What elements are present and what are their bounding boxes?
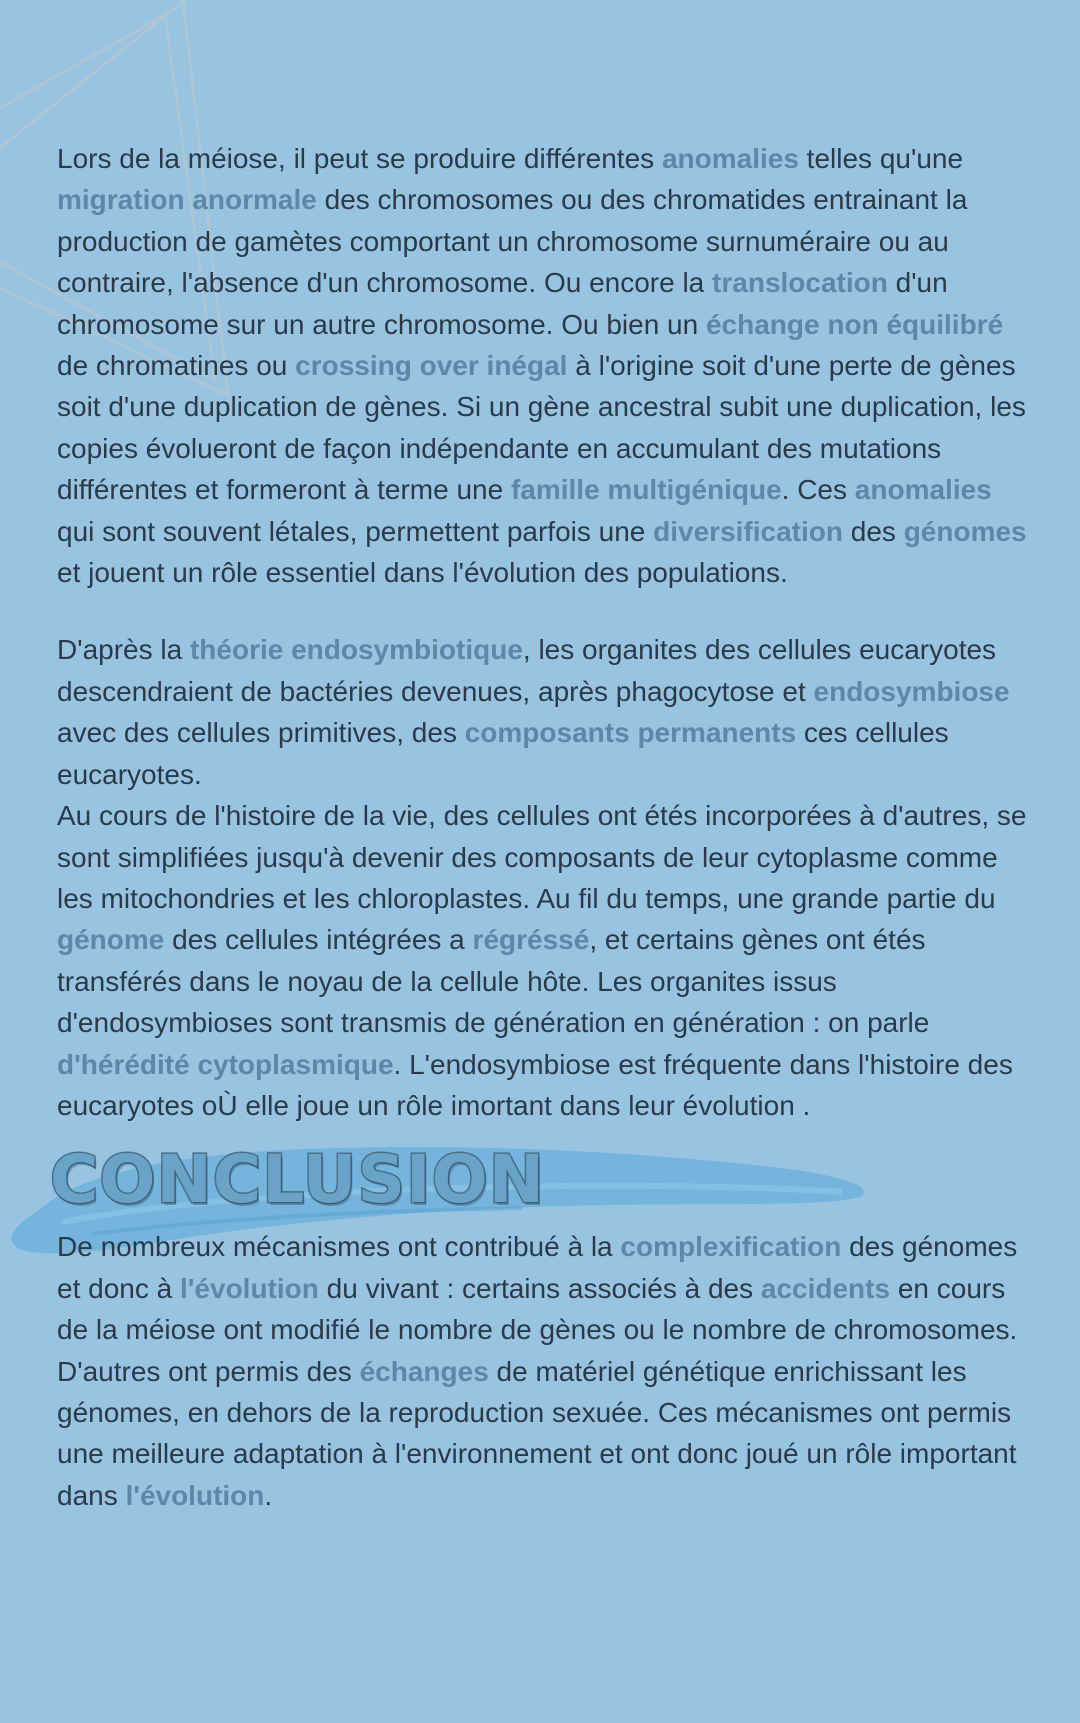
keyword: échange non équilibré <box>705 308 1004 340</box>
text: ces cellules eucaryotes. <box>57 717 949 790</box>
text: des génomes et donc à <box>57 1231 1018 1304</box>
text: telles qu'une <box>798 143 964 174</box>
text: du vivant : certains associés à des <box>318 1272 761 1304</box>
text: en cours de la méiose ont modifié le nombre de gènes ou le nombre de chromosomes. D'autres ont permis des <box>57 1272 1018 1387</box>
text: de chromatines ou <box>57 350 296 382</box>
conclusion-heading: CONCLUSION <box>50 1141 545 1219</box>
paragraph-spacer <box>57 593 1027 629</box>
keyword: génome <box>57 924 165 956</box>
text: de matériel génétique enrichissant les génomes, en dehors de la reproduction sexuée. Ces mécanismes ont permis une meilleure adaptation à l'environnement et ont donc joué un rôle important dans <box>57 1355 1017 1511</box>
keyword: complexification <box>620 1231 842 1263</box>
keyword: famille multigénique <box>510 474 782 506</box>
document-body <box>50 138 1027 1516</box>
keyword: l'évolution <box>125 1479 265 1511</box>
keyword: échanges <box>359 1355 489 1387</box>
keyword: accidents <box>760 1272 891 1304</box>
text: , les organites des cellules eucaryotes descendraient de bactéries devenues, après phagocytose et <box>57 634 997 707</box>
text: De nombreux mécanismes ont contribué à la <box>57 1231 621 1263</box>
text: et jouent un rôle essentiel dans l'évolution des populations. <box>57 557 788 589</box>
text: . L'endosymbiose est fréquente dans l'histoire des eucaryotes oÙ elle joue un rôle imortant dans leur évolution . <box>57 1048 1013 1121</box>
text: à l'origine soit d'une perte de gènes soit d'une duplication de gènes. Si un gène ancestral subit une duplication, les copies évolueront de façon indépendante en accumulant des mutations différentes et formeront à terme une <box>57 350 1026 506</box>
keyword: théorie endosymbiotique <box>189 634 523 666</box>
paragraph-endosymbiosis-history <box>57 795 1027 1126</box>
text: avec des cellules primitives, des <box>57 717 465 749</box>
text: Au cours de l'histoire de la vie, des cellules ont étés incorporées à d'autres, se sont simplifiées jusqu'à devenir des composants de leur cytoplasme comme les mitochondries et les chloroplastes. Au fil du temps, une grande partie du <box>57 800 1027 914</box>
keyword: régréssé <box>472 924 590 956</box>
keyword: l'évolution <box>179 1272 319 1304</box>
text: des <box>842 515 904 547</box>
text: d'un chromosome sur un autre chromosome. Ou bien un <box>57 267 948 340</box>
paragraph-meiosis-anomalies <box>57 138 1027 593</box>
keyword: diversification <box>653 515 843 547</box>
conclusion-heading-block <box>50 1141 1027 1222</box>
keyword: composants permanents <box>464 717 797 749</box>
text: qui sont souvent létales, permettent parfois une <box>57 515 654 547</box>
text: , et certains gènes ont étés transférés dans le noyau de la cellule hôte. Les organites issus d'endosymbioses sont transmis de génération en génération : on parle <box>57 924 930 1039</box>
text: . Ces <box>781 474 855 506</box>
keyword: génomes <box>903 515 1027 547</box>
paragraph-conclusion <box>57 1226 1027 1516</box>
text: . <box>264 1479 273 1511</box>
keyword: d'hérédité cytoplasmique <box>57 1048 394 1080</box>
keyword: anomalies <box>661 143 799 174</box>
keyword: endosymbiose <box>813 675 1010 707</box>
keyword: crossing over inégal <box>295 350 568 382</box>
text: des chromosomes ou des chromatides entrainant la production de gamètes comportant un chromosome surnuméraire ou au contraire, l'absence d'un chromosome. Ou encore la <box>57 184 968 299</box>
paragraph-endosymbiotic-theory <box>57 629 1027 795</box>
keyword: anomalies <box>854 474 992 506</box>
keyword: migration anormale <box>57 184 317 216</box>
text: Lors de la méiose, il peut se produire différentes <box>57 143 662 174</box>
keyword: translocation <box>712 267 888 299</box>
text: des cellules intégrées a <box>164 924 473 956</box>
text: D'après la <box>57 634 190 666</box>
